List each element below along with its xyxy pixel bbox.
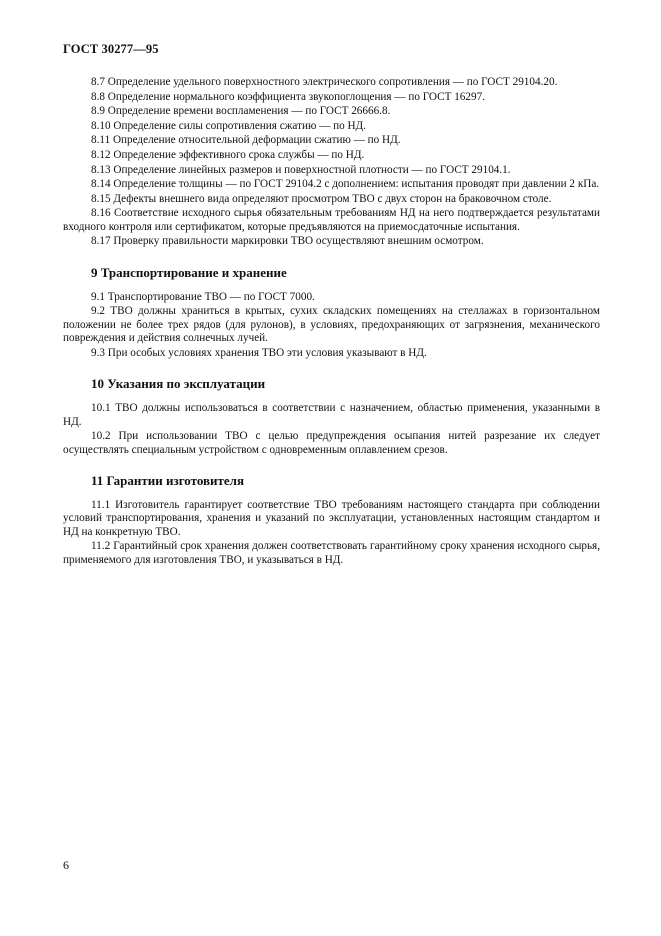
clause-10-2: 10.2 При использовании ТВО с целью предупреждения осыпания нитей разрезание их следует осуществлять специальным устройством с одновременным оплавлением срезов. xyxy=(63,430,600,456)
document-header-code: ГОСТ 30277—95 xyxy=(63,42,159,56)
clause-8-9: 8.9 Определение времени воспламенения — по ГОСТ 26666.8. xyxy=(91,105,391,118)
document-body xyxy=(63,76,600,568)
clause-11-2: 11.2 Гарантийный срок хранения должен соответствовать гарантийному сроку хранения исходного сырья, применяемого для изготовления ТВО, и указываться в НД. xyxy=(63,540,600,566)
clause-11-1: 11.1 Изготовитель гарантирует соответствие ТВО требованиям настоящего стандарта при соблюдении условий транспортирования, хранения и указаний по эксплуатации, установленных настоящим стандартом и НД на конкретную ТВО. xyxy=(63,498,600,538)
clause-10-1: 10.1 ТВО должны использоваться в соответствии с назначением, областью применения, указанными в НД. xyxy=(63,402,600,428)
section-11-title: 11 Гарантии изготовителя xyxy=(91,472,245,488)
clause-8-17: 8.17 Проверку правильности маркировки ТВО осуществляют внешним осмотром. xyxy=(91,235,484,248)
clause-9-3: 9.3 При особых условиях хранения ТВО эти условия указывают в НД. xyxy=(91,346,427,359)
clause-8-10: 8.10 Определение силы сопротивления сжатию — по НД. xyxy=(91,119,366,132)
clause-8-13: 8.13 Определение линейных размеров и поверхностной плотности — по ГОСТ 29104.1. xyxy=(91,163,511,176)
clause-8-14: 8.14 Определение толщины — по ГОСТ 29104.2 с дополнением: испытания проводят при давлении 2 кПа. xyxy=(91,178,600,191)
clause-9-1: 9.1 Транспортирование ТВО — по ГОСТ 7000. xyxy=(91,290,315,303)
clause-8-7: 8.7 Определение удельного поверхностного электрического сопротивления — по ГОСТ 29104.20. xyxy=(91,76,558,88)
clause-8-16: 8.16 Соответствие исходного сырья обязательным требованиям НД на него подтверждается результатами входного контроля или сертификатом, которые предъявляются на приемосдаточные испытания. xyxy=(63,207,600,233)
clause-8-8: 8.8 Определение нормального коэффициента звукопоглощения — по ГОСТ 16297. xyxy=(91,90,485,103)
clause-8-15: 8.15 Дефекты внешнего вида определяют просмотром ТВО с двух сторон на браковочном столе. xyxy=(91,192,552,205)
page-number: 6 xyxy=(63,858,69,872)
clause-8-12: 8.12 Определение эффективного срока службы — по НД. xyxy=(91,148,365,161)
clause-9-2: 9.2 ТВО должны храниться в крытых, сухих складских помещениях на стеллажах в горизонтальном положении не более трех рядов (для рулонов), в условиях, предохраняющих от загрязнения, механического повреждения и действия солнечных лучей. xyxy=(63,305,600,345)
section-10-title: 10 Указания по эксплуатации xyxy=(91,376,266,392)
clause-8-11: 8.11 Определение относительной деформации сжатию — по НД. xyxy=(91,134,401,147)
section-9-title: 9 Транспортирование и хранение xyxy=(91,264,287,280)
